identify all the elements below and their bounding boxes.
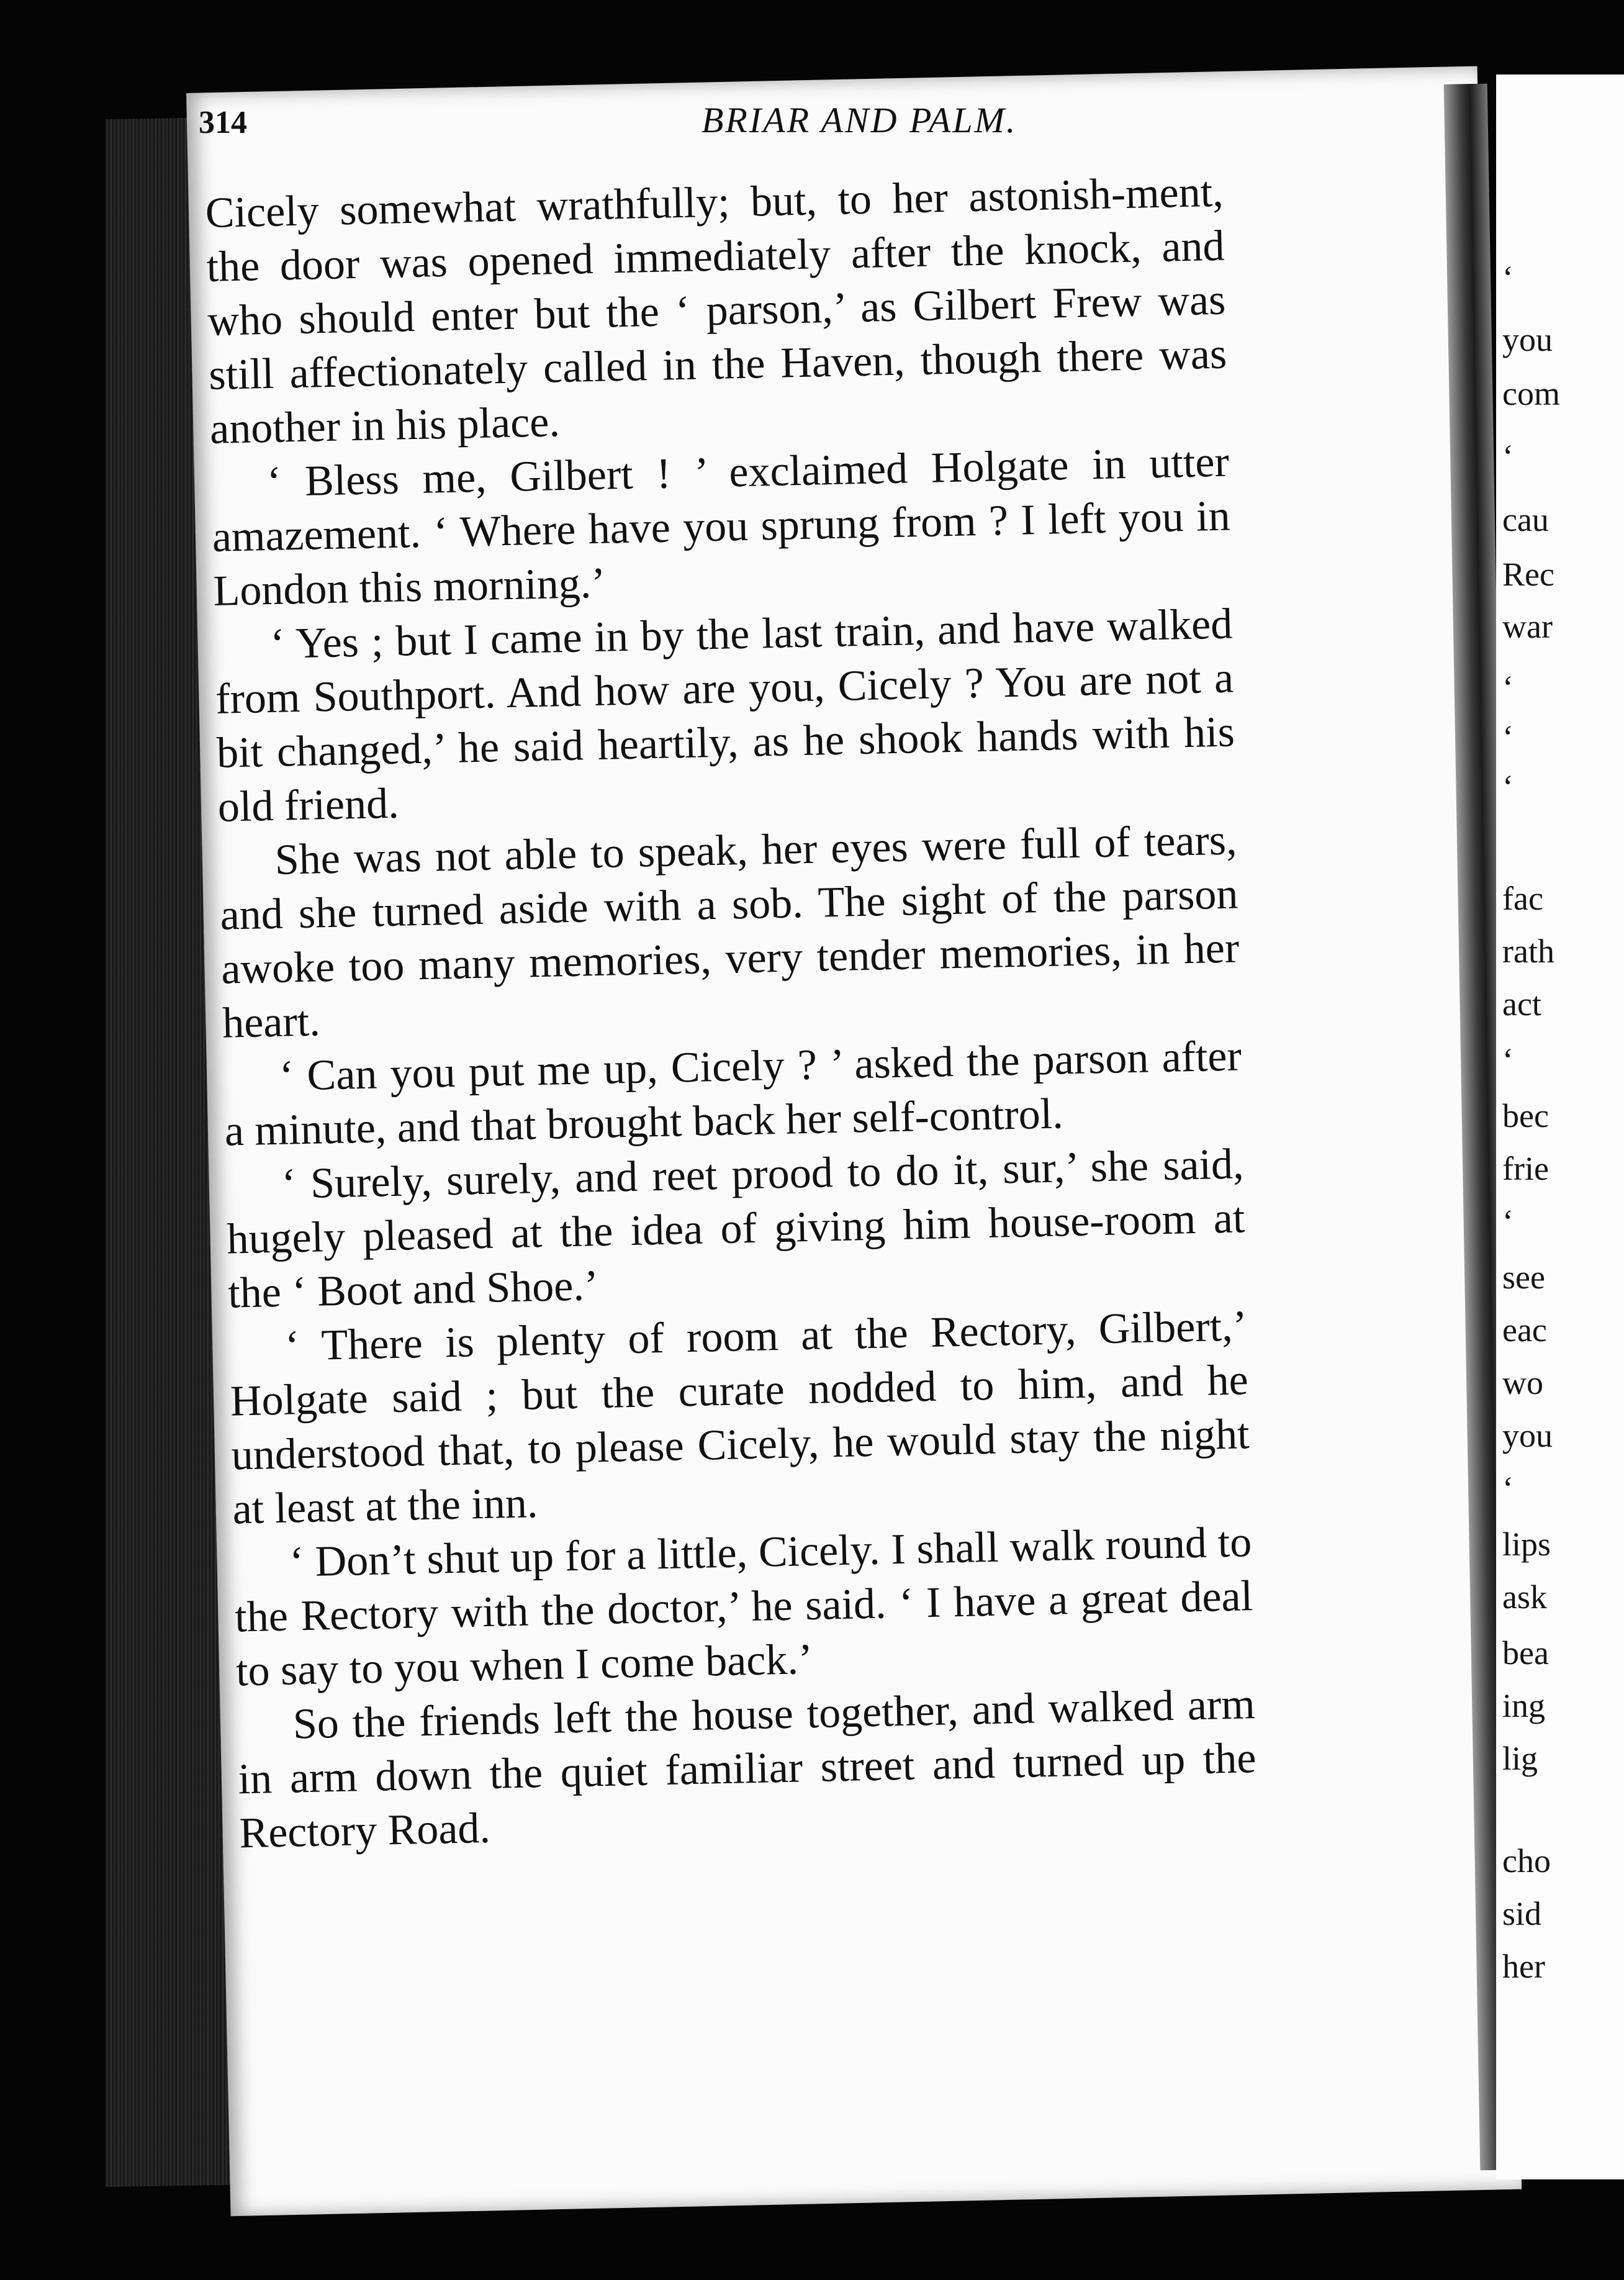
paragraph: ‘ Yes ; but I came in by the last train, and have walked from Southport. And how are you, Cicely ? You are not a bit changed,’ he said heartily, as he shook hands with his old friend. bbox=[215, 600, 1235, 831]
facing-line: you bbox=[1502, 1417, 1553, 1454]
facing-line: act bbox=[1502, 985, 1541, 1023]
facing-line: fac bbox=[1502, 880, 1543, 917]
facing-line: sid bbox=[1502, 1895, 1542, 1932]
facing-line: wo bbox=[1502, 1364, 1543, 1401]
paragraph: ‘ Bless me, Gilbert ! ’ exclaimed Holgate in utter amazement. ‘ Where have you sprung from ? I left you in London this morning.’ bbox=[212, 438, 1231, 615]
facing-line: Rec bbox=[1502, 556, 1554, 593]
facing-line: lig bbox=[1502, 1740, 1538, 1777]
facing-line: ask bbox=[1502, 1578, 1547, 1616]
facing-line: com bbox=[1502, 375, 1560, 412]
facing-line: cau bbox=[1502, 501, 1549, 538]
facing-line: ‘ bbox=[1502, 1041, 1513, 1079]
page-number: 314 bbox=[199, 105, 247, 140]
facing-page bbox=[1496, 75, 1624, 2179]
body-text bbox=[205, 165, 1258, 1861]
paragraph: ‘ There is plenty of room at the Rectory, Gilbert,’ Holgate said ; but the curate nodded to him, and he understood that, to please Cicely, he would stay the night at least at the inn. bbox=[230, 1302, 1250, 1534]
facing-line: ‘ bbox=[1502, 259, 1513, 296]
facing-line: ‘ bbox=[1502, 1470, 1513, 1507]
facing-line: eac bbox=[1502, 1311, 1547, 1349]
facing-line: see bbox=[1502, 1259, 1545, 1296]
paragraph: ‘ Surely, surely, and reet prood to do it, sur,’ she said, hugely pleased at the idea of giving him house-room at the ‘ Boot and Shoe.’ bbox=[226, 1140, 1245, 1318]
facing-line: rath bbox=[1502, 933, 1554, 970]
facing-line: ‘ bbox=[1502, 768, 1513, 805]
facing-line: ‘ bbox=[1502, 1203, 1513, 1240]
facing-line: you bbox=[1502, 321, 1553, 358]
paragraph: She was not able to speak, her eyes were full of tears, and she turned aside with a sob. The sight of the parson awoke too many memories, very tender memories, in her heart. bbox=[219, 816, 1240, 1047]
facing-line: bec bbox=[1502, 1097, 1549, 1134]
paragraph: ‘ Don’t shut up for a little, Cicely. I shall walk round to the Rectory with the doctor,’ he said. ‘ I have a great deal to say to you when I come back.’ bbox=[234, 1518, 1253, 1696]
facing-line: frie bbox=[1502, 1150, 1549, 1187]
paragraph: ‘ Can you put me up, Cicely ? ’ asked the parson after a minute, and that brought back her self-control. bbox=[224, 1032, 1242, 1156]
paragraph: Cicely somewhat wrathfully; but, to her astonish-ment, the door was opened immediately after the knock, and who should enter but the ‘ parson,’ as Gilbert Frew was still affectionately called in the Haven, though there was another in his place. bbox=[205, 168, 1227, 453]
running-title: BRIAR AND PALM. bbox=[701, 100, 1017, 140]
facing-line: bea bbox=[1502, 1634, 1549, 1672]
facing-line: ing bbox=[1502, 1687, 1546, 1724]
facing-line: cho bbox=[1502, 1842, 1551, 1880]
facing-line: ‘ bbox=[1502, 669, 1513, 706]
facing-line: her bbox=[1502, 1948, 1545, 1985]
facing-line: ‘ bbox=[1502, 718, 1513, 756]
facing-line: ‘ bbox=[1502, 438, 1513, 475]
paragraph: So the friends left the house together, and walked arm in arm down the quiet familiar street and turned up the Rectory Road. bbox=[237, 1680, 1257, 1858]
facing-line: war bbox=[1502, 608, 1553, 645]
facing-line: lips bbox=[1502, 1526, 1551, 1563]
